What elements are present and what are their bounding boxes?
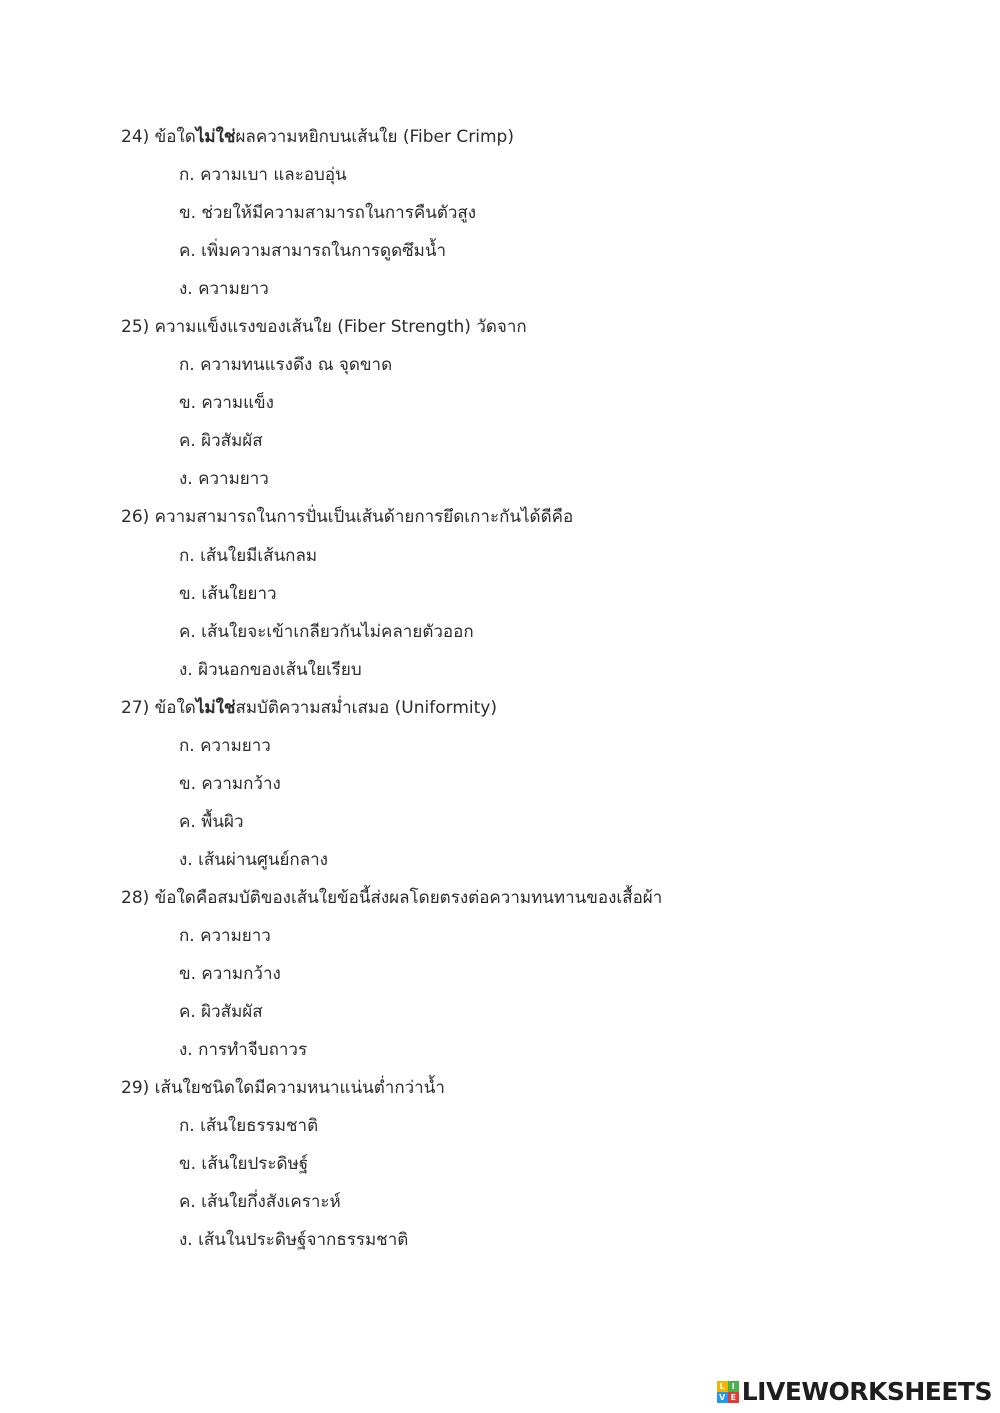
question-number: 28) [121,887,150,908]
answer-option: ข. เส้นใยยาว [179,583,277,604]
question-number: 26) [121,507,150,528]
live-logo-icon [717,1381,739,1403]
answer-option: ข. ช่วยให้มีความสามารถในการคืนตัวสูง [179,203,477,224]
answer-option: ง. การทำจีบถาวร [179,1040,308,1061]
question-emphasis: ไม่ใช่ [195,127,236,147]
question-number: 29) [121,1078,150,1099]
logo-letter: I [728,1381,739,1392]
answer-option: ก. ความยาว [179,925,271,946]
answer-option: ค. เส้นใยกึ่งสังเคราะห์ [179,1192,341,1213]
question-stem-end: สมบัติความสม่ำเสมอ (Uniformity) [235,697,497,718]
answer-option: ง. ความยาว [179,469,269,490]
question-text [121,118,921,156]
question-block [121,498,921,688]
question-block [121,689,921,879]
liveworksheets-logo [717,1377,992,1407]
question-text [121,308,921,346]
question-number: 24) [121,127,150,147]
brand-text: LIVEWORKSHEETS [741,1377,992,1406]
logo-letter: E [728,1392,739,1403]
question-block [121,1069,921,1259]
question-stem: เส้นใยชนิดใดมีความหนาแน่นต่ำกว่าน้ำ [154,1078,445,1099]
answer-option: ก. ความทนแรงดึง ณ จุดขาด [179,355,393,376]
question-block [121,118,921,308]
answer-option: ง. ผิวนอกของเส้นใยเรียบ [179,659,362,680]
answer-option: ค. เส้นใยจะเข้าเกลียวกันไม่คลายตัวออก [179,621,474,642]
question-stem: ข้อใดคือสมบัติของเส้นใยข้อนี้ส่งผลโดยตรงต่อความทนทานของเสื้อผ้า [154,887,663,908]
question-number: 25) [121,317,150,338]
answer-option: ค. พื้นผิว [179,811,244,832]
answer-option: ค. ผิวสัมผัส [179,1002,263,1023]
answer-option: ง. เส้นในประดิษฐ์จากธรรมชาติ [179,1230,409,1251]
answer-option: ข. เส้นใยประดิษฐ์ [179,1154,309,1175]
answer-option: ง. เส้นผ่านศูนย์กลาง [179,849,328,870]
question-text [121,498,921,536]
answer-option: ค. ผิวสัมผัส [179,431,263,452]
question-text [121,689,921,727]
question-text [121,879,921,917]
question-number: 27) [121,697,150,718]
question-text [121,1069,921,1107]
question-stem: ความสามารถในการปั่นเป็นเส้นด้ายการยึดเกาะกันได้ดีคือ [154,507,574,528]
question-block [121,879,921,1069]
question-stem: ข้อใด [154,127,196,147]
answer-option: ค. เพิ่มความสามารถในการดูดซึมน้ำ [179,241,447,262]
answer-option: ง. ความยาว [179,279,269,300]
answer-option: ก. ความเบา และอบอุ่น [179,165,347,186]
question-stem: ความแข็งแรงของเส้นใย (Fiber Strength) วัดจาก [154,317,527,338]
answer-option: ก. ความยาว [179,735,271,756]
logo-letter: L [717,1381,728,1392]
answer-option: ก. เส้นใยธรรมชาติ [179,1116,319,1137]
logo-letter: V [717,1392,728,1403]
question-stem: ข้อใด [154,697,196,718]
quiz-question-list [121,118,921,1259]
answer-option: ก. เส้นใยมีเส้นกลม [179,545,318,566]
answer-option: ข. ความกว้าง [179,964,281,985]
answer-option: ข. ความกว้าง [179,773,281,794]
answer-option: ข. ความแข็ง [179,393,274,414]
question-block [121,308,921,498]
question-emphasis: ไม่ใช่ [195,697,236,718]
question-stem-end: ผลความหยิกบนเส้นใย (Fiber Crimp) [235,127,514,147]
